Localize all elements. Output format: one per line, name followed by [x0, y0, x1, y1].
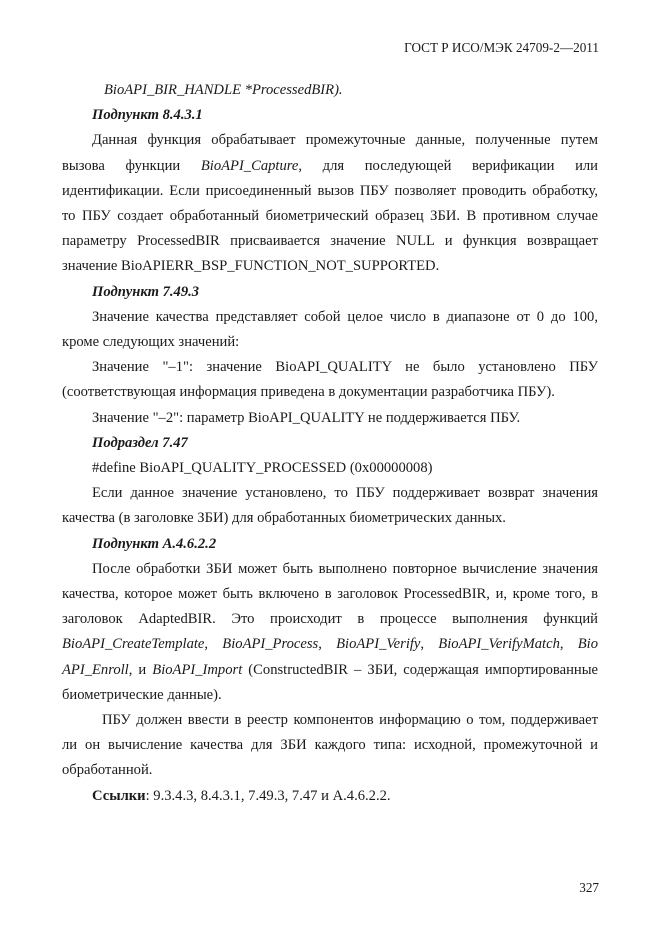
paragraph-a-4-6-2-2	[62, 557, 598, 708]
text-span: ,	[318, 636, 337, 653]
text-span: ,	[559, 636, 578, 653]
text-span: , и	[128, 661, 153, 678]
text-span: ,	[420, 636, 439, 653]
references-label: Ссылки	[92, 787, 146, 804]
paragraph-quality-minus-1: Значение "–1": значение BioAPI_QUALITY не было установлено ПБУ (соответствующая информация приведена в документации разработчика ПБУ).	[62, 359, 598, 401]
function-name: BioAPI_Import	[152, 661, 243, 678]
section-heading-7-47: Подраздел 7.47	[92, 434, 188, 451]
section-heading-8-4-3-1: Подпункт 8.4.3.1	[92, 107, 203, 124]
function-name: BioAPI_VerifyMatch	[438, 636, 560, 653]
code-line: BioAPI_BIR_HANDLE *ProcessedBIR).	[104, 82, 343, 98]
function-name: BioAPI_Verify	[336, 636, 421, 653]
page-header: ГОСТ Р ИСО/МЭК 24709-2—2011	[404, 40, 599, 55]
text-span: ,	[204, 636, 223, 653]
define-line: #define BioAPI_QUALITY_PROCESSED (0x00000008)	[92, 460, 433, 477]
paragraph-quality-minus-2: Значение "–2": параметр BioAPI_QUALITY не поддерживается ПБУ.	[92, 409, 521, 426]
page-content	[62, 78, 598, 809]
text-span: , для последующей верификации или идентификации. Если присоединенный вызов ПБУ позволяет проводить обработку, то ПБУ создает обработанный биометрический образец ЗБИ. В противном случае параметру ProcessedBIR присваивается значение NULL и функция возвращает значение BioAPIERR_BSP_FUNCTION_NOT_SUPPORTED.	[62, 157, 598, 275]
function-name: BioAPI_CreateTemplate	[62, 636, 205, 653]
text-span: (ConstructedBIR – ЗБИ, содержащая импортированные биометрические данные).	[62, 661, 598, 703]
references-line	[62, 784, 598, 809]
paragraph-registry: ПБУ должен ввести в реестр компонентов информацию о том, поддерживает ли он вычисление качества для ЗБИ каждого типа: исходной, промежуточной и обработанной.	[62, 712, 598, 779]
paragraph-quality-range: Значение качества представляет собой целое число в диапазоне от 0 до 100, кроме следующих значений:	[62, 308, 598, 351]
text-span: После обработки ЗБИ может быть выполнено повторное вычисление значения качества, которое может быть включено в заголовок ProcessedBIR, и, кроме того, в заголовок AdaptedBIR. Это происходит в процессе выполнения функций	[62, 560, 598, 628]
function-name: BioAPI_Capture	[200, 157, 299, 174]
references-text: : 9.3.4.3, 8.4.3.1, 7.49.3, 7.47 и А.4.6.2.2.	[145, 787, 391, 804]
page-number: 327	[579, 880, 599, 895]
section-heading-a-4-6-2-2: Подпункт А.4.6.2.2	[92, 535, 217, 552]
section-heading-7-49-3: Подпункт 7.49.3	[92, 283, 200, 300]
paragraph-7-47: Если данное значение установлено, то ПБУ поддерживает возврат значения качества (в заголовке ЗБИ) для обработанных биометрических данных.	[62, 485, 598, 527]
text-span: Данная функция обрабатывает промежуточные данные, полученные путем вызова функции	[62, 132, 598, 174]
function-name: Bio API_Enroll	[62, 636, 599, 678]
function-name: BioAPI_Process	[222, 636, 319, 653]
paragraph-8-4-3-1	[62, 128, 598, 279]
